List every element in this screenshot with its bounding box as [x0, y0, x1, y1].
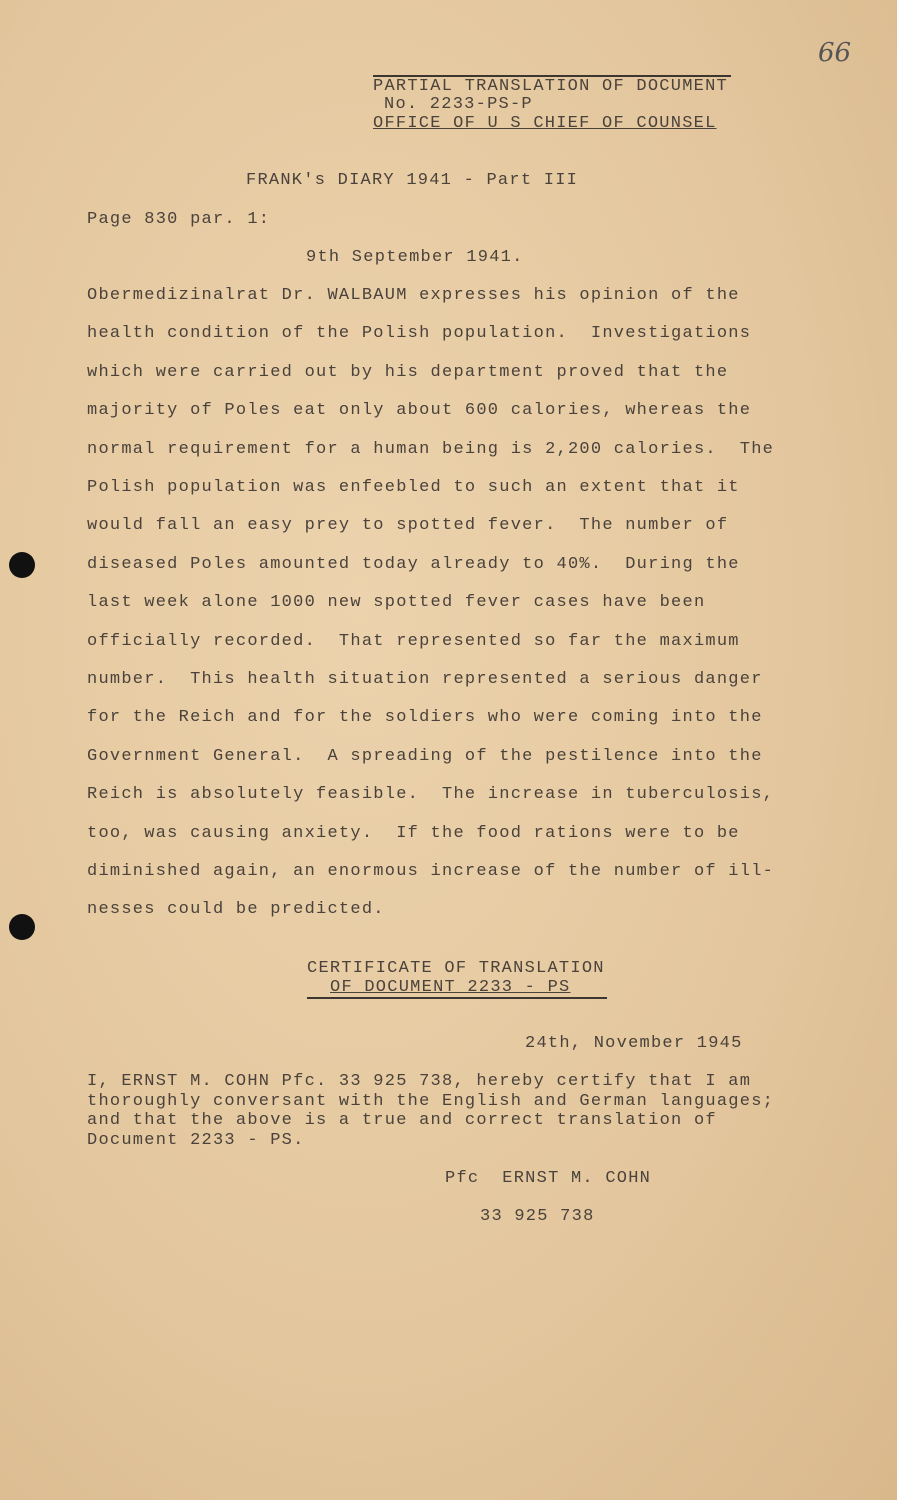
certificate-line: and that the above is a true and correct translation of: [87, 1111, 717, 1130]
certificate-heading-1: CERTIFICATE OF TRANSLATION: [307, 959, 605, 978]
body-line: Obermedizinalrat Dr. WALBAUM expresses his opinion of the: [87, 286, 740, 305]
certificate-line: Document 2233 - PS.: [87, 1130, 305, 1150]
body-line: which were carried out by his department proved that the: [87, 362, 729, 382]
certificate-line: thoroughly conversant with the English and German languages;: [87, 1091, 775, 1111]
header-line-2: No. 2233-PS-P: [384, 95, 533, 114]
body-line: normal requirement for a human being is 2,200 calories. The: [87, 439, 775, 459]
body-line: Polish population was enfeebled to such an extent that it: [87, 478, 740, 497]
body-line: Government General. A spreading of the pestilence into the: [87, 746, 763, 766]
certificate-line: I, ERNST M. COHN Pfc. 33 925 738, hereby certify that I am: [87, 1072, 752, 1091]
signature: Pfc ERNST M. COHN: [445, 1169, 652, 1188]
body-line: diseased Poles amounted today already to 40%. During the: [87, 554, 740, 574]
body-line: health condition of the Polish population. Investigations: [87, 324, 752, 344]
body-line: diminished again, an enormous increase of the number of ill-: [87, 862, 775, 881]
serial-number: 33 925 738: [480, 1207, 595, 1226]
header-line-1: PARTIAL TRANSLATION OF DOCUMENT: [373, 77, 729, 96]
punch-hole: [9, 914, 35, 940]
certificate-date: 24th, November 1945: [525, 1034, 743, 1053]
body-line: nesses could be predicted.: [87, 900, 385, 920]
body-line: last week alone 1000 new spotted fever cases have been: [87, 593, 706, 613]
handwritten-page-number: 66: [818, 38, 852, 68]
body-line: too, was causing anxiety. If the food rations were to be: [87, 823, 740, 843]
entry-date: 9th September 1941.: [306, 248, 524, 267]
body-line: number. This health situation represented a serious danger: [87, 670, 763, 689]
body-line: for the Reich and for the soldiers who were coming into the: [87, 708, 763, 728]
certificate-rule: [307, 997, 607, 999]
header-line-3: OFFICE OF U S CHIEF OF COUNSEL: [373, 114, 717, 133]
body-line: would fall an easy prey to spotted fever. The number of: [87, 516, 729, 536]
document-title: FRANK's DIARY 1941 - Part III: [246, 171, 579, 190]
body-line: Reich is absolutely feasible. The increase in tuberculosis,: [87, 785, 775, 805]
body-line: majority of Poles eat only about 600 calories, whereas the: [87, 401, 752, 421]
certificate-heading-2: OF DOCUMENT 2233 - PS: [330, 978, 571, 997]
body-line: officially recorded. That represented so far the maximum: [87, 631, 740, 651]
page-reference: Page 830 par. 1:: [87, 210, 271, 229]
punch-hole: [9, 552, 35, 578]
